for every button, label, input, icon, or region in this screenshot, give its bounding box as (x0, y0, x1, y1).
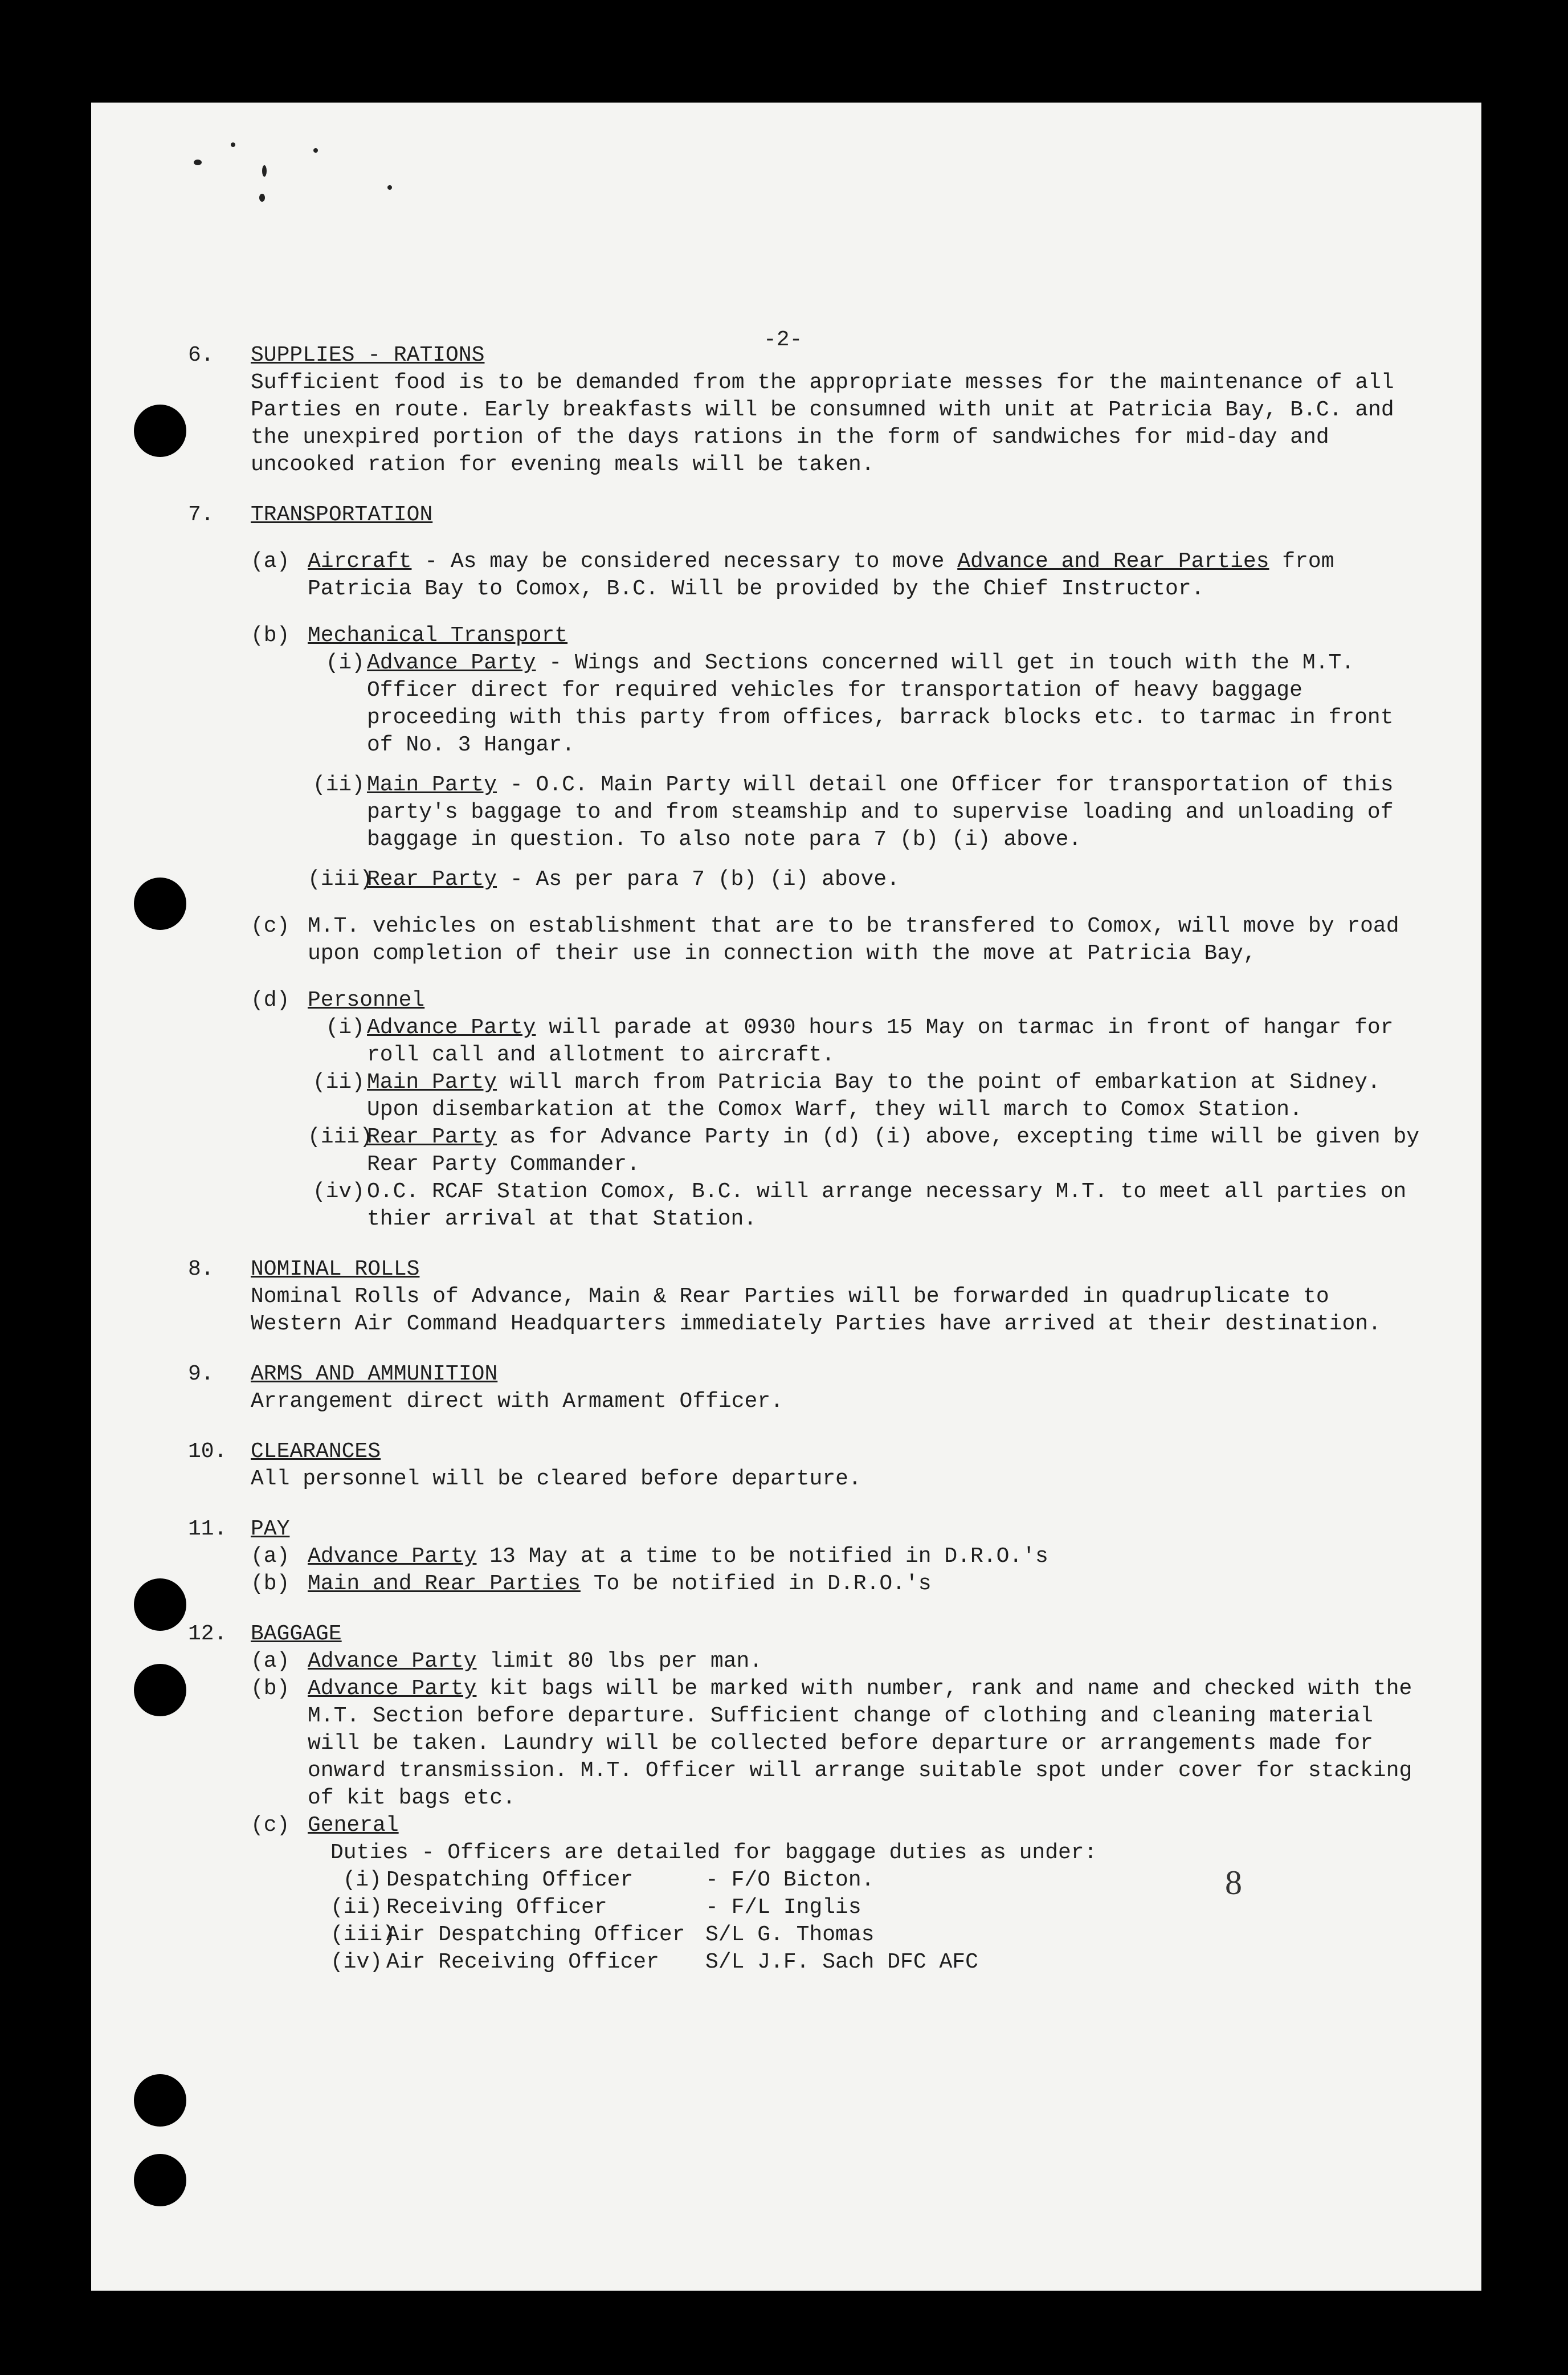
section-number: 11. (188, 1517, 227, 1541)
subitem-text: as for Advance Party in (d) (i) above, excepting time will be given by Rear Party Commander. (367, 1125, 1420, 1177)
baggage-item (251, 1675, 1430, 1812)
item-title: General (308, 1813, 399, 1838)
subitem (308, 1178, 1430, 1233)
pay-item (251, 1570, 1430, 1598)
punch-hole (134, 1664, 186, 1716)
scan-speck (387, 185, 392, 190)
section-text: Arrangement direct with Armament Officer. (251, 1389, 783, 1414)
punch-hole (134, 405, 186, 457)
subitem (308, 1069, 1430, 1124)
item-title: Mechanical Transport (308, 623, 568, 648)
duty-row (330, 1867, 1430, 1894)
duty-number: (ii) (330, 1895, 383, 1920)
item-aircraft (251, 548, 1430, 603)
duty-title: Despatching Officer (386, 1868, 634, 1892)
page-number: -2- (763, 328, 803, 352)
section-number: 6. (188, 343, 214, 368)
subitem-title: Rear Party (367, 1125, 497, 1149)
subitem-label: (i) (325, 651, 365, 675)
item-mt-vehicles (251, 913, 1430, 968)
duty-row (330, 1921, 1430, 1949)
duty-title: Air Despatching Officer (386, 1923, 685, 1947)
duty-row (330, 1894, 1430, 1921)
section-text: All personnel will be cleared before departure. (251, 1467, 861, 1491)
punch-hole (134, 2074, 186, 2127)
subitem-text: - Wings and Sections concerned will get in touch with the M.T. Officer direct for required vehicles for transportation of heavy baggage proceeding with this party from offices, barrack blocks etc. to tarmac in front of No. 3 Hangar. (367, 651, 1394, 757)
subitem-label: (iii) (308, 867, 373, 892)
item-title: Advance Party (308, 1649, 477, 1674)
duty-number: (i) (342, 1868, 382, 1892)
section-text: Nominal Rolls of Advance, Main & Rear Parties will be forwarded in quadruplicate to Western Air Command Headquarters immediately Parties have arrived at their destination. (251, 1284, 1381, 1336)
item-personnel (251, 987, 1430, 1233)
subitem-text: will parade at 0930 hours 15 May on tarmac in front of hangar for roll call and allotment to aircraft. (367, 1015, 1394, 1067)
section-number: 7. (188, 503, 214, 527)
duties-intro: Duties - Officers are detailed for baggage duties as under: (330, 1841, 1097, 1865)
duties-block (330, 1839, 1430, 1976)
section-number: 12. (188, 1622, 227, 1646)
scan-speck (231, 142, 235, 147)
section-heading: TRANSPORTATION (251, 503, 433, 527)
subitem-label: (i) (325, 1015, 365, 1040)
subitem-text: - O.C. Main Party will detail one Officer for transportation of this party's baggage to and from steamship and to supervise loading and unloading of baggage in question. To also note para 7 (b) (i) above. (367, 773, 1394, 852)
subitem-title: Advance Party (367, 1015, 536, 1040)
section-baggage (188, 1621, 1430, 1976)
duty-officer: - F/L Inglis (705, 1895, 861, 1920)
subitem-label: (ii) (312, 1070, 365, 1095)
subitem-text: - As per para 7 (b) (i) above. (497, 867, 900, 892)
punch-hole (134, 878, 186, 930)
duty-number: (iv) (330, 1950, 383, 1974)
item-label: (b) (251, 1572, 290, 1596)
item-text: limit 80 lbs per man. (476, 1649, 763, 1674)
section-heading: ARMS AND AMMUNITION (251, 1362, 498, 1386)
section-number: 9. (188, 1362, 214, 1386)
subitem (308, 866, 1430, 893)
item-label: (d) (251, 988, 290, 1013)
scan-speck (313, 148, 318, 153)
duty-row (330, 1949, 1430, 1976)
duty-title: Receiving Officer (386, 1895, 607, 1920)
punch-hole (134, 2154, 186, 2206)
section-text: Sufficient food is to be demanded from the appropriate messes for the maintenance of all Parties en route. Early breakfasts will be consumned with unit at Patricia Bay, B.C. and the unexpired portion of the days rations in the form of sandwiches for mid-day and uncooked ration for evening meals will be taken. (251, 370, 1394, 477)
item-label: (a) (251, 1649, 290, 1674)
item-text: from Patricia Bay to Comox, B.C. Will be provided by the Chief Instructor. (308, 549, 1334, 601)
subitem-text: will march from Patricia Bay to the point of embarkation at Sidney. Upon disembarkation at the Comox Warf, they will march to Comox Station. (367, 1070, 1381, 1122)
subitem (308, 772, 1430, 854)
section-number: 8. (188, 1257, 214, 1282)
subitem-title: Rear Party (367, 867, 497, 892)
item-title: Advance Party (308, 1676, 477, 1701)
section-transportation (188, 501, 1430, 1233)
handwritten-mark: 8 (1225, 1864, 1242, 1901)
baggage-item-general (251, 1812, 1430, 1976)
item-title: Aircraft (308, 549, 412, 574)
section-number: 10. (188, 1439, 227, 1464)
duty-officer: S/L J.F. Sach DFC AFC (705, 1950, 978, 1974)
section-heading: SUPPLIES - RATIONS (251, 343, 485, 368)
subitem (308, 650, 1430, 759)
subitem-label: (iii) (308, 1125, 373, 1149)
subitem-title: Main Party (367, 773, 497, 797)
item-label: (c) (251, 1813, 290, 1838)
scan-speck (262, 165, 267, 177)
item-title: Advance Party (308, 1544, 477, 1569)
section-heading: CLEARANCES (251, 1439, 381, 1464)
item-label: (b) (251, 1676, 290, 1701)
subitem-label: (ii) (312, 773, 365, 797)
section-clearances (188, 1438, 1430, 1493)
scan-speck (259, 194, 265, 202)
duty-officer: - F/O Bicton. (705, 1868, 875, 1892)
duty-officer: S/L G. Thomas (705, 1923, 875, 1947)
item-mechanical-transport (251, 622, 1430, 893)
section-arms-ammunition (188, 1361, 1430, 1415)
baggage-item (251, 1648, 1430, 1675)
subitem-title: Main Party (367, 1070, 497, 1095)
item-label: (b) (251, 623, 290, 648)
item-text: To be notified in D.R.O.'s (580, 1572, 932, 1596)
subitem-label: (iv) (312, 1180, 365, 1204)
section-heading: NOMINAL ROLLS (251, 1257, 420, 1282)
section-pay (188, 1516, 1430, 1598)
item-label: (a) (251, 1544, 290, 1569)
item-label: (c) (251, 914, 290, 938)
item-text: 13 May at a time to be notified in D.R.O.'s (476, 1544, 1048, 1569)
item-emphasis: Advance and Rear Parties (957, 549, 1269, 574)
section-heading: PAY (251, 1517, 290, 1541)
scan-speck (194, 160, 202, 165)
document-body (188, 342, 1430, 1976)
section-heading: BAGGAGE (251, 1622, 342, 1646)
punch-hole (134, 1578, 186, 1631)
section-nominal-rolls (188, 1256, 1430, 1338)
subitem (308, 1014, 1430, 1069)
item-label: (a) (251, 549, 290, 574)
duty-title: Air Receiving Officer (386, 1950, 659, 1974)
section-supplies-rations (188, 342, 1430, 479)
duty-number: (iii) (330, 1923, 396, 1947)
subitem-text: O.C. RCAF Station Comox, B.C. will arrange necessary M.T. to meet all parties on thier arrival at that Station. (367, 1180, 1407, 1231)
item-title: Main and Rear Parties (308, 1572, 581, 1596)
subitem (308, 1124, 1430, 1178)
subitem-title: Advance Party (367, 651, 536, 675)
pay-item (251, 1543, 1430, 1570)
item-text: kit bags will be marked with number, rank and name and checked with the M.T. Section before departure. Sufficient change of clothing and cleaning material will be taken. Laundry will be collected before departure or arrangements made for onward transmission. M.T. Officer will arrange suitable spot under cover for stacking of kit bags etc. (308, 1676, 1412, 1810)
item-text: M.T. vehicles on establishment that are to be transfered to Comox, will move by road upon completion of their use in connection with the move at Patricia Bay, (308, 914, 1399, 966)
item-text: - As may be considered necessary to move (411, 549, 958, 574)
item-title: Personnel (308, 988, 425, 1013)
